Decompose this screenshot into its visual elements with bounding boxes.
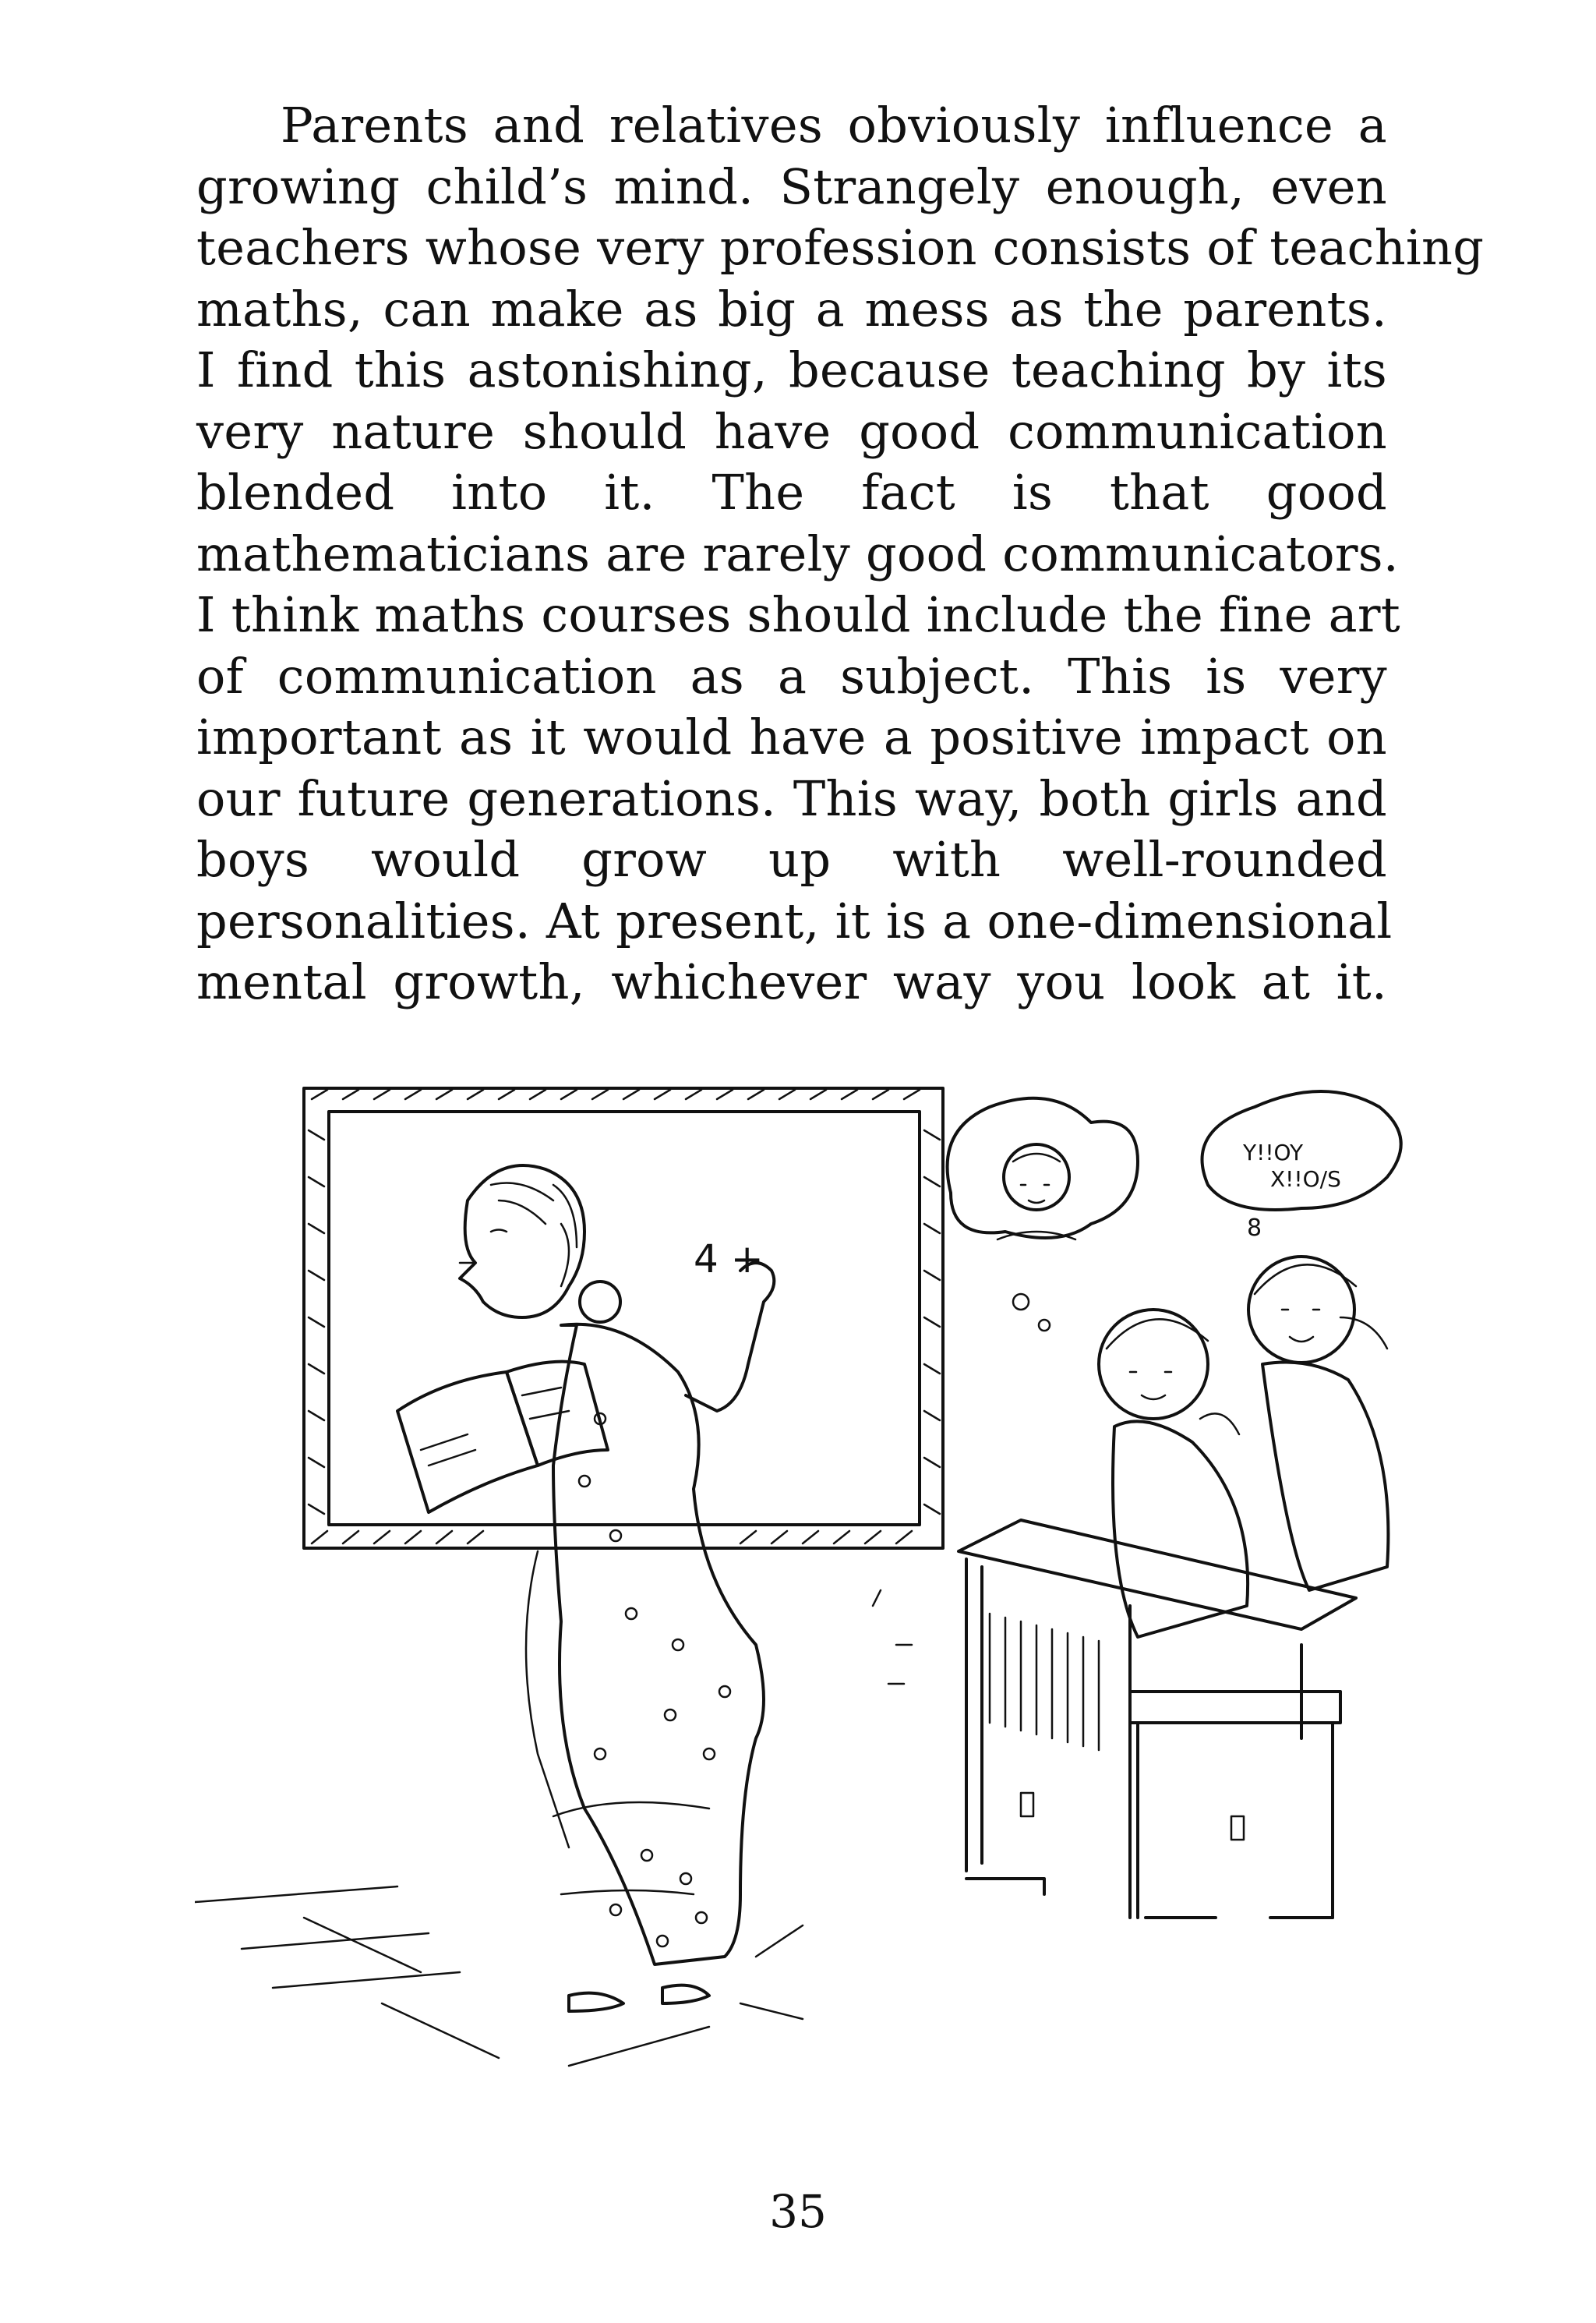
page-number: 35 (769, 2185, 827, 2238)
motion-marks (873, 1590, 912, 1684)
thought-bubble-mother (948, 1098, 1138, 1239)
bubble-scribble-1: Y!!OY (1243, 1140, 1304, 1165)
classroom-illustration (195, 1068, 1442, 2128)
children-figures (1099, 1257, 1388, 1637)
bubble-scribble-2: X!!O/S (1270, 1166, 1341, 1192)
text-line: I think maths courses should include the fine art (196, 586, 1400, 643)
text-line: growing child’s mind. Strangely enough, even (196, 157, 1387, 215)
thought-trail (1013, 1294, 1050, 1331)
bubble-number: 8 (1247, 1215, 1262, 1242)
thought-bubble-sums (1202, 1091, 1401, 1242)
text-line: very nature should have good communication (196, 402, 1387, 460)
text-line: mental growth, whichever way you look at it. (196, 953, 1387, 1010)
text-line: our future generations. This way, both girls and (196, 769, 1387, 827)
text-line: teachers whose very profession consists of teaching (196, 219, 1485, 276)
blackboard (304, 1088, 943, 1548)
text-line: blended into it. The fact is that good (196, 464, 1387, 521)
text-line: important as it would have a positive impact on (196, 709, 1387, 765)
text-line: I find this astonishing, because teaching by its (196, 341, 1387, 398)
text-line: Parents and relatives obviously influence a (281, 97, 1387, 154)
board-writing: 4 + (694, 1236, 764, 1282)
floor-lines (195, 1886, 803, 2066)
body-paragraph (196, 95, 1485, 1013)
text-line: personalities. At present, it is a one-dimensional (196, 892, 1393, 949)
desk-and-bench (959, 1520, 1356, 1918)
text-line: of communication as a subject. This is very (196, 647, 1387, 705)
text-line: boys would grow up with well-rounded (196, 831, 1387, 888)
text-line: maths, can make as big a mess as the parents. (196, 280, 1387, 338)
text-line: mathematicians are rarely good communicators. (196, 525, 1399, 582)
teacher-figure (397, 1165, 774, 2011)
